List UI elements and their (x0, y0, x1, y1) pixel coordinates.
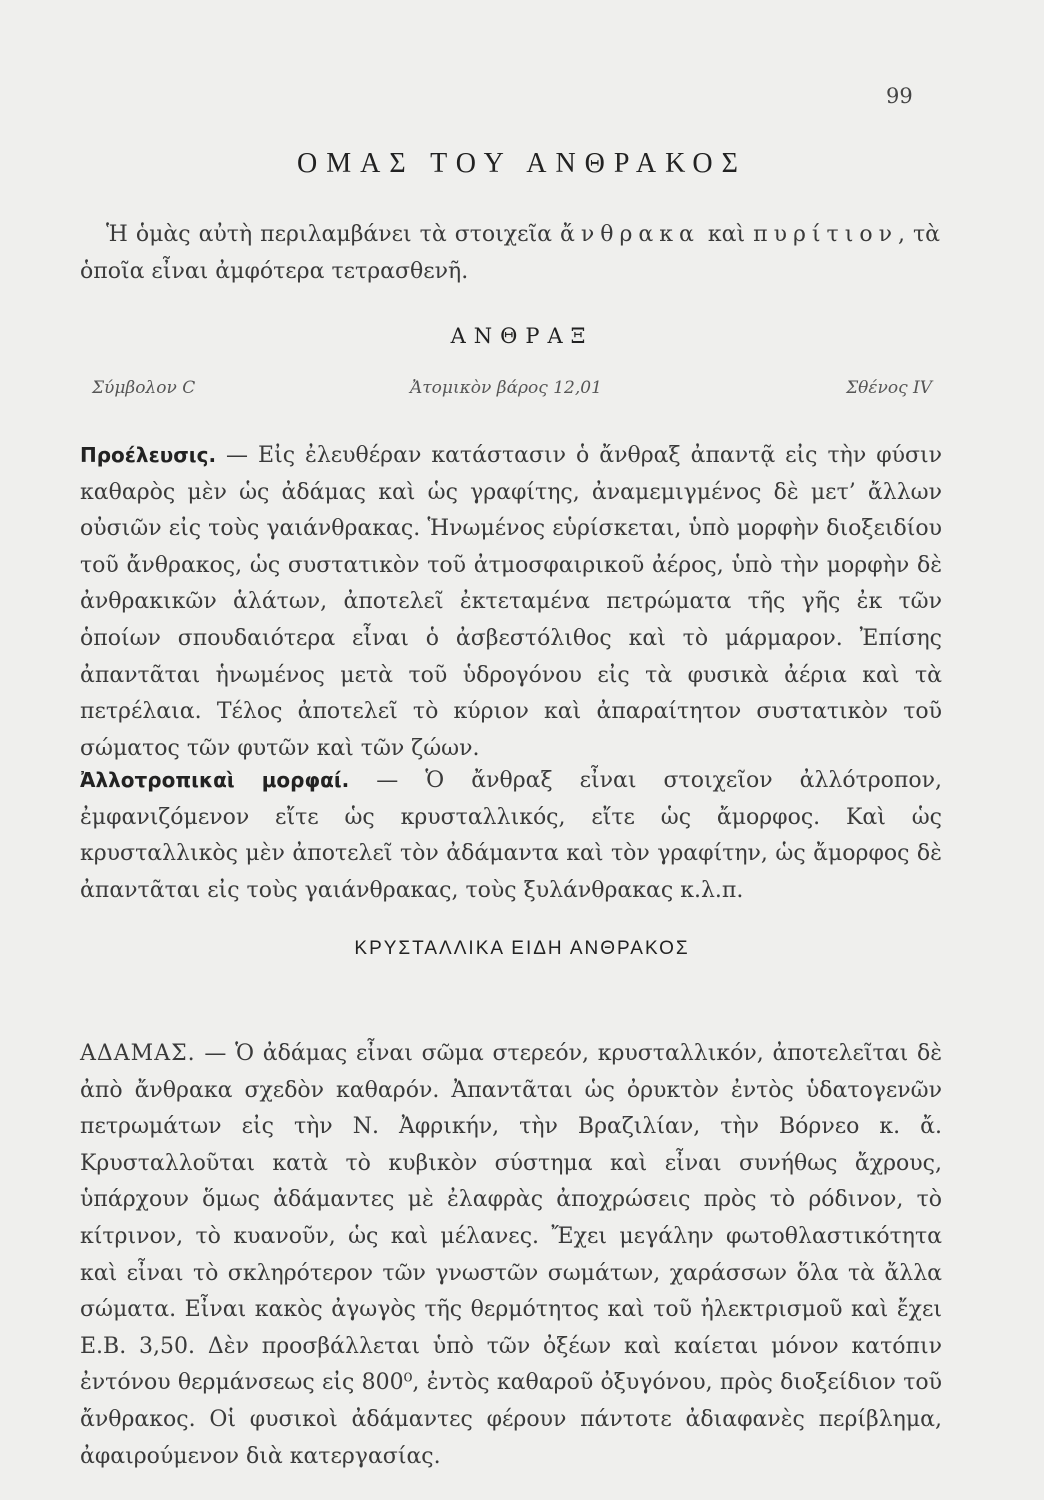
element-symbol: Σύμβολον C (92, 378, 196, 398)
allotropic-text: — Ὁ ἄνθραξ εἶναι στοιχεῖον ἀλλότροπον, ἐμφανιζόμενον εἴτε ὡς κρυσταλλικός, εἴτε ὡς ἄμορφος. Καὶ ὡς κρυσταλλικὸς μὲν ἀποτελεῖ τὸν ἀδάμαντα καὶ τὸν γραφίτην, ὡς ἄμορφος δὲ ἀπαντᾶται εἰς τοὺς γαιάνθρακας, τοὺς ξυλάνθρακας κ.λ.π. (80, 768, 942, 903)
section-heading: ΚΡΥΣΤΑΛΛΙΚΑ ΕΙΔΗ ΑΝΘΡΑΚΟΣ (354, 938, 690, 959)
allotropic-paragraph (80, 762, 942, 909)
allotropic-heading: Ἀλλοτροπικαὶ μορφαί. (80, 768, 350, 792)
intro-spaced-word-silicon: πυρίτιον (753, 222, 898, 247)
intro-spaced-word-carbon: ἄνθρακα (560, 222, 700, 247)
intro-text-a: Ἡ ὁμὰς αὐτὴ περιλαμβάνει τὰ στοιχεῖα (106, 222, 561, 247)
element-heading: ΑΝΘΡΑΞ (450, 324, 594, 348)
page-number: 99 (886, 84, 913, 108)
diamond-text: — Ὁ ἀδάμας εἶναι σῶμα στερεόν, κρυσταλλικόν, ἀποτελεῖται δὲ ἀπὸ ἄνθρακα σχεδὸν καθαρόν. Ἀπαντᾶται ὡς ὀρυκτὸν ἐντὸς ὑδατογενῶν πετρωμάτων εἰς τὴν Ν. Ἀφρικήν, τὴν Βραζιλίαν, τὴν Βόρνεο κ. ἄ. Κρυσταλλοῦται κατὰ τὸ κυβικὸν σύστημα καὶ εἶναι συνήθως ἄχρους, ὑπάρχουν ὅμως ἀδάμαντες μὲ ἐλαφρὰς ἀποχρώσεις πρὸς τὸ ρόδινον, τὸ κίτρινον, τὸ κυανοῦν, ὡς καὶ μέλανες. Ἔχει μεγάλην φωτοθλαστικότητα καὶ εἶναι τὸ σκληρότερον τῶν γνωστῶν σωμάτων, χαράσσων ὅλα τὰ ἄλλα σώματα. Εἶναι κακὸς ἀγωγὸς τῆς θερμότητος καὶ τοῦ ἠλεκτρισμοῦ καὶ ἔχει Ε.Β. 3,50. Δὲν προσβάλλεται ὑπὸ τῶν ὀξέων καὶ καίεται μόνον κατόπιν ἐντόνου θερμάνσεως εἰς 800⁰, ἐντὸς καθαροῦ ὀξυγόνου, πρὸς διοξείδιον τοῦ ἄνθρακος. Οἱ φυσικοὶ ἀδάμαντες φέρουν πάντοτε ἀδιαφανὲς περίβλημα, ἀφαιρούμενον διὰ κατεργασίας. (80, 1041, 942, 1469)
element-atomic-weight: Ἀτομικὸν βάρος 12,01 (410, 378, 602, 398)
intro-text-b: καὶ (699, 222, 754, 247)
origin-heading: Προέλευσις. (80, 443, 217, 467)
chapter-title: ΟΜΑΣ ΤΟΥ ΑΝΘΡΑΚΟΣ (297, 148, 747, 179)
intro-paragraph (80, 216, 940, 290)
diamond-heading: ΑΔΑΜΑΣ. (80, 1041, 196, 1066)
element-meta-row (92, 378, 932, 408)
origin-paragraph (80, 437, 942, 767)
diamond-paragraph (80, 1036, 942, 1475)
intro-text-c: , τὰ ὁποῖα εἶναι ἀμφότερα τετρασθενῆ. (80, 222, 941, 284)
origin-text: — Εἰς ἐλευθέραν κατάστασιν ὁ ἄνθραξ ἀπαντᾷ εἰς τὴν φύσιν καθαρὸς μὲν ὡς ἀδάμας καὶ ὡς γραφίτης, ἀναμεμιγμένος δὲ μετ’ ἄλλων οὐσιῶν εἰς τοὺς γαιάνθρακας. Ἡνωμένος εὑρίσκεται, ὑπὸ μορφὴν διοξειδίου τοῦ ἄνθρακος, ὡς συστατικὸν τοῦ ἀτμοσφαιρικοῦ ἀέρος, ὑπὸ τὴν μορφὴν δὲ ἀνθρακικῶν ἁλάτων, ἀποτελεῖ ἐκτεταμένα πετρώματα τῆς γῆς ἐκ τῶν ὁποίων σπουδαιότερα εἶναι ὁ ἀσβεστόλιθος καὶ τὸ μάρμαρον. Ἐπίσης ἀπαντᾶται ἡνωμένος μετὰ τοῦ ὑδρογόνου εἰς τὰ φυσικὰ ἀέρια καὶ τὰ πετρέλαια. Τέλος ἀποτελεῖ τὸ κύριον καὶ ἀπαραίτητον συστατικὸν τοῦ σώματος τῶν φυτῶν καὶ τῶν ζώων. (80, 443, 942, 761)
element-valence: Σθένος IV (846, 378, 932, 398)
